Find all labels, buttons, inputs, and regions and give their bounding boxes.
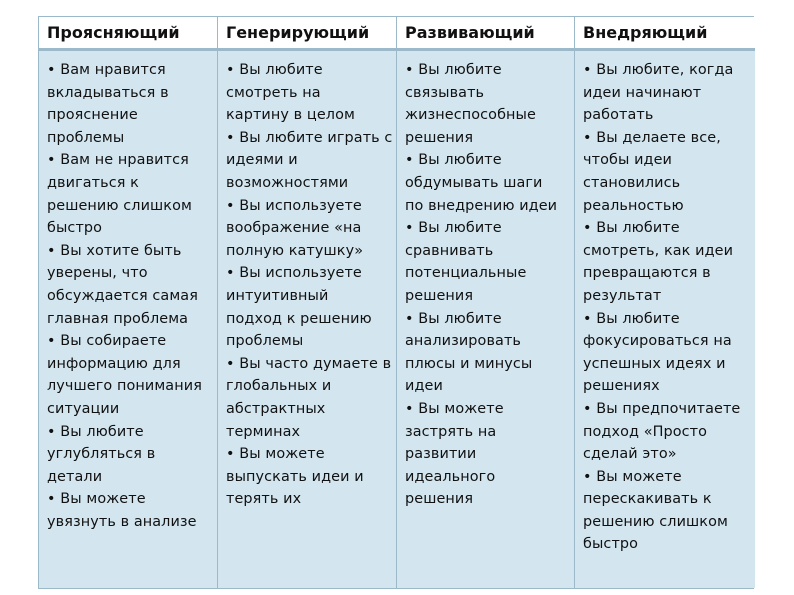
header-label: Проясняющий — [47, 23, 180, 42]
text-line: по внедрению идеи — [405, 197, 558, 214]
text-line: решения — [405, 129, 474, 146]
header-clarifier — [39, 17, 218, 51]
text-line: идеи — [405, 378, 443, 395]
text-line: двигаться к — [47, 174, 139, 191]
text-line: выпускать идеи и — [226, 468, 364, 485]
text-line: проблемы — [47, 129, 125, 146]
text-line: застрять на — [405, 423, 497, 440]
text-line: быстро — [583, 536, 639, 553]
text-line: • Вы делаете все, — [583, 129, 721, 146]
text-line: информацию для — [47, 355, 181, 372]
text-line: решениях — [583, 378, 660, 395]
text-line: плюсы и минусы — [405, 355, 533, 372]
text-line: • Вы любите — [583, 310, 680, 327]
text-line: полную катушку» — [226, 242, 364, 259]
text-line: чтобы идеи — [583, 152, 673, 169]
text-line: детали — [47, 468, 103, 485]
text-line: глобальных и — [226, 378, 332, 395]
text-line: решения — [405, 287, 474, 304]
text-line: превращаются в — [583, 265, 711, 282]
text-line: • Вы используете — [226, 265, 362, 282]
text-line: прояснение — [47, 107, 138, 124]
text-line: • Вы любите — [47, 423, 144, 440]
text-line: • Вы любите — [583, 220, 680, 237]
column-implementer — [575, 51, 755, 588]
text-line: • Вы любите играть с — [226, 129, 393, 146]
text-line: вкладываться в — [47, 84, 169, 101]
text-line: • Вы часто думаете в — [226, 355, 392, 372]
header-label: Внедряющий — [583, 23, 708, 42]
column-ideator — [218, 51, 397, 588]
text-line: смотреть на — [226, 84, 321, 101]
text-line: • Вы используете — [226, 197, 362, 214]
text-line: уверены, что — [47, 265, 148, 282]
text-line: обдумывать шаги — [405, 174, 543, 191]
text-line: идеального — [405, 468, 496, 485]
text-line: идеями и — [226, 152, 298, 169]
text-line: • Вы любите — [405, 62, 502, 78]
header-label: Генерирующий — [226, 23, 370, 42]
text-line: ситуации — [47, 400, 120, 417]
text-line: подход к решению — [226, 310, 372, 327]
text-line: • Вы хотите быть — [47, 242, 182, 259]
text-line: интуитивный — [226, 287, 329, 304]
text-line: • Вы любите — [405, 220, 502, 237]
text-line: фокусироваться на — [583, 333, 732, 350]
text-line: подход «Просто — [583, 423, 708, 440]
text-line: главная проблема — [47, 310, 189, 327]
text-line: • Вам нравится — [47, 62, 166, 78]
text-line: • Вы любите — [405, 152, 502, 169]
text-line: • Вы можете — [47, 491, 146, 508]
text-line: возможностями — [226, 174, 349, 191]
text-line: • Вы любите — [405, 310, 502, 327]
text-line: жизнеспособные — [405, 107, 536, 124]
text-line: развитии — [405, 446, 477, 463]
text-line: терять их — [226, 491, 302, 508]
text-line: работать — [583, 107, 654, 124]
text-line: • Вы любите — [226, 62, 323, 78]
text-line: анализировать — [405, 333, 522, 350]
text-line: увязнуть в анализе — [47, 513, 197, 530]
text-line: реальностью — [583, 197, 684, 214]
column-developer — [397, 51, 575, 588]
text-line: терминах — [226, 423, 301, 440]
text-line: связывать — [405, 84, 485, 101]
text-line: смотреть, как идеи — [583, 242, 734, 259]
text-line: • Вы можете — [226, 446, 325, 463]
text-line: проблемы — [226, 333, 304, 350]
text-line: потенциальные — [405, 265, 527, 282]
text-line: лучшего понимания — [47, 378, 202, 395]
text-line: результат — [583, 287, 662, 304]
text-line: успешных идеях и — [583, 355, 726, 372]
text-line: • Вы предпочитаете — [583, 400, 741, 417]
text-line: • Вам не нравится — [47, 152, 189, 169]
text-line: воображение «на — [226, 220, 362, 237]
text-line: решения — [405, 491, 474, 508]
text-line: абстрактных — [226, 400, 326, 417]
text-line: • Вы можете — [583, 468, 682, 485]
header-label: Развивающий — [405, 23, 535, 42]
text-line: • Вы собираете — [47, 333, 167, 350]
text-line: решению слишком — [47, 197, 192, 214]
text-line: обсуждается самая — [47, 287, 198, 304]
header-developer — [397, 17, 575, 51]
text-line: перескакивать к — [583, 491, 712, 508]
text-line: углубляться в — [47, 446, 156, 463]
header-ideator — [218, 17, 397, 51]
column-clarifier — [39, 51, 218, 588]
header-implementer — [575, 17, 755, 51]
text-line: картину в целом — [226, 107, 355, 124]
text-line: • Вы любите, когда — [583, 62, 734, 78]
text-line: сделай это» — [583, 446, 677, 463]
text-line: идеи начинают — [583, 84, 702, 101]
text-line: • Вы можете — [405, 400, 504, 417]
styles-table — [38, 16, 754, 589]
text-line: решению слишком — [583, 513, 728, 530]
text-line: быстро — [47, 220, 103, 237]
text-line: сравнивать — [405, 242, 494, 259]
text-line: становились — [583, 174, 681, 191]
